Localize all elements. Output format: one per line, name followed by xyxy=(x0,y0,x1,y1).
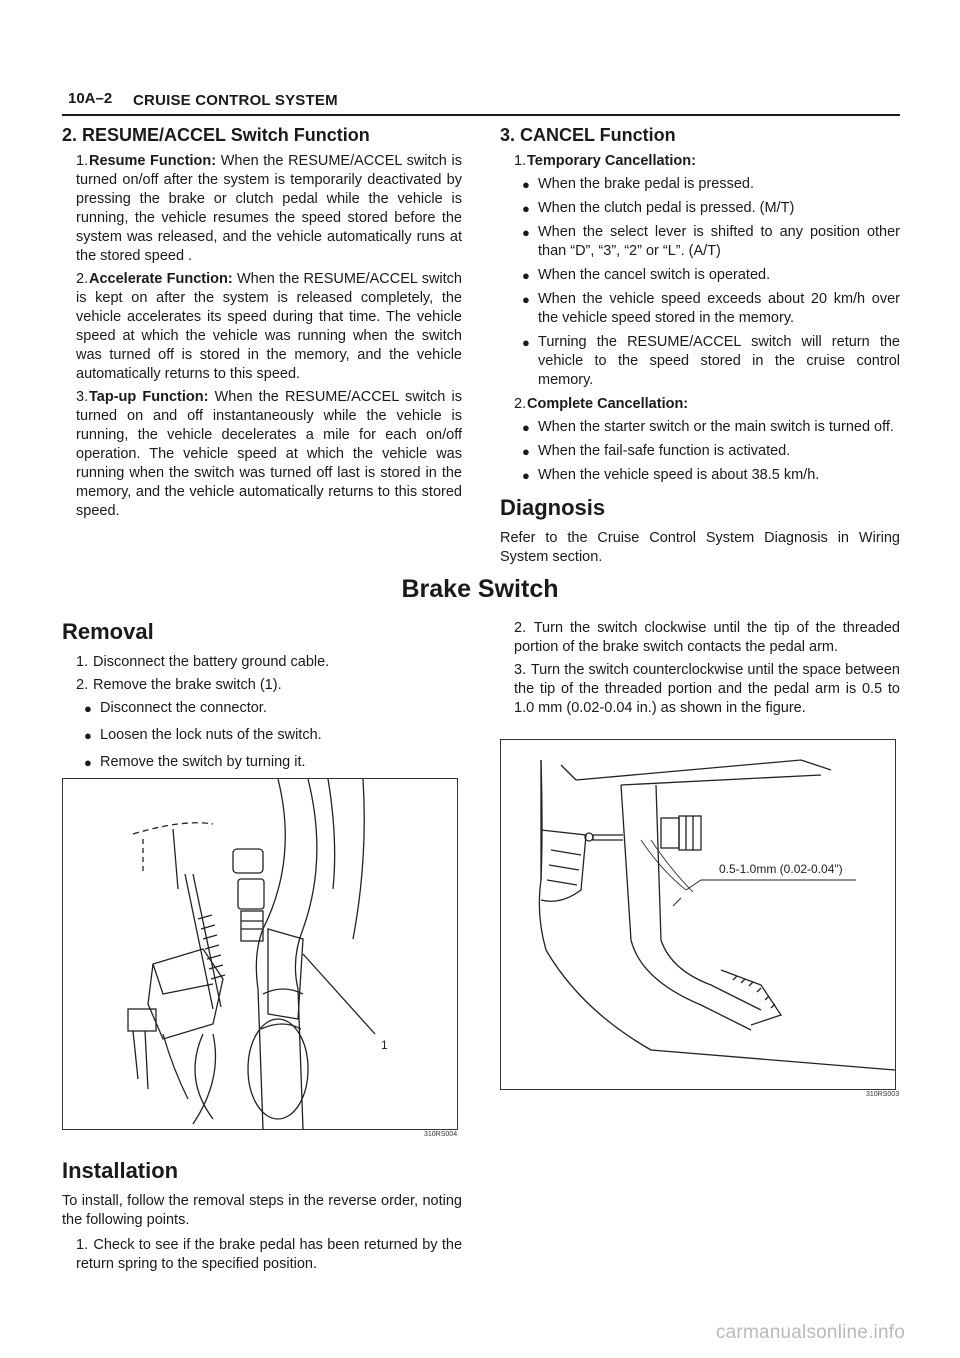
list-item xyxy=(62,1236,462,1274)
bullet-text: When the brake pedal is pressed. xyxy=(538,176,755,192)
list-item xyxy=(62,676,462,695)
item-number: 2. xyxy=(76,677,89,693)
brake-switch-heading: Brake Switch xyxy=(401,575,559,603)
bullet-icon: ● xyxy=(522,444,530,459)
item-text: When the RESUME/ACCEL switch is turned on/off after the system is temporarily deactivated by pressing the brake or clutch pedal while the vehicle is running, the vehicle resumes the speed stored before the system was released, and the vehicle automatically runs at the stored speed . xyxy=(76,153,462,264)
bullet-icon: ● xyxy=(522,225,530,240)
list-item xyxy=(500,395,900,414)
list-item xyxy=(62,270,462,384)
brake-switch-illustration xyxy=(63,779,457,1129)
pedal-clearance-illustration xyxy=(501,740,895,1089)
item-label: Temporary Cancellation: xyxy=(527,153,696,169)
running-title: CRUISE CONTROL SYSTEM xyxy=(133,92,338,109)
dimension-label: 0.5-1.0mm (0.02-0.04") xyxy=(719,862,843,876)
item-number: 1. xyxy=(76,1237,89,1253)
installation-heading: Installation xyxy=(62,1158,179,1183)
section-title: 3. CANCEL Function xyxy=(500,125,676,145)
bullet-text: Disconnect the connector. xyxy=(100,700,267,716)
list-item xyxy=(500,223,900,261)
item-text: Check to see if the brake pedal has been returned by the return spring to the specified position. xyxy=(76,1237,463,1272)
watermark: carmanualsonline.info xyxy=(715,1322,905,1343)
item-text: When the RESUME/ACCEL switch is turned on and off instantaneously while the vehicle is running, the vehicle decelerates a mile for each on/off operation. The vehicle speed at which the vehicle was running when the switch was turned off last is stored in the memory, and the vehicle automatically returns to this stored speed. xyxy=(76,389,462,519)
list-item xyxy=(500,199,900,218)
bullet-icon: ● xyxy=(84,755,92,770)
list-item xyxy=(500,152,900,171)
bullet-text: When the clutch pedal is pressed. (M/T) xyxy=(538,200,795,216)
item-number: 2. xyxy=(76,271,89,287)
list-item xyxy=(62,726,462,745)
bullet-text: When the fail-safe function is activated. xyxy=(538,443,791,459)
installation-section xyxy=(62,1158,462,1278)
bullet-text: When the select lever is shifted to any position other than “D”, “3”, “2” or “L”. (A/T) xyxy=(538,224,900,259)
item-label: Tap-up Function: xyxy=(89,389,209,405)
item-text: Turn the switch clockwise until the tip of the threaded portion of the brake switch contacts the pedal arm. xyxy=(514,620,900,655)
bullet-icon: ● xyxy=(522,468,530,483)
item-number: 2. xyxy=(514,396,527,412)
installation-intro: To install, follow the removal steps in the reverse order, noting the following points. xyxy=(62,1193,462,1228)
item-label: Complete Cancellation: xyxy=(527,396,689,412)
list-item xyxy=(62,753,462,772)
list-item xyxy=(500,661,900,718)
bullet-icon: ● xyxy=(522,292,530,307)
item-text: Turn the switch counterclockwise until the space between the tip of the threaded portion and the pedal arm is 0.5 to 1.0 mm (0.02-0.04 in.) as shown in the figure. xyxy=(514,662,900,716)
list-item xyxy=(62,388,462,521)
page-number: 10A–2 xyxy=(68,90,113,107)
bullet-icon: ● xyxy=(522,335,530,350)
item-label: Accelerate Function: xyxy=(89,271,233,287)
brake-switch-location-figure xyxy=(62,778,458,1130)
section-cancel xyxy=(500,124,900,573)
bullet-text: When the starter switch or the main switch is turned off. xyxy=(538,419,894,435)
item-text: When the RESUME/ACCEL switch is kept on after the system is released completely, the vehicle accelerates its speed during that time. The vehicle speed at which the vehicle was running when the switch was turned off is stored in the memory, and the vehicle automatically returns to this speed. xyxy=(76,271,462,382)
item-number: 2. xyxy=(514,620,527,636)
diagnosis-heading: Diagnosis xyxy=(500,495,606,520)
list-item xyxy=(62,699,462,718)
installation-continued xyxy=(500,619,900,722)
item-number: 1. xyxy=(514,153,527,169)
bullet-icon: ● xyxy=(522,420,530,435)
removal-section xyxy=(62,619,462,777)
bullet-icon: ● xyxy=(84,701,92,716)
bullet-icon: ● xyxy=(522,177,530,192)
list-item xyxy=(500,619,900,657)
item-number: 3. xyxy=(76,389,89,405)
callout-label: 1 xyxy=(381,1038,388,1052)
diagnosis-text: Refer to the Cruise Control System Diagnosis in Wiring System section. xyxy=(500,530,900,565)
list-item xyxy=(500,333,900,390)
bullet-text: Loosen the lock nuts of the switch. xyxy=(100,727,322,743)
item-number: 1. xyxy=(76,153,89,169)
list-item xyxy=(62,653,462,672)
bullet-icon: ● xyxy=(84,728,92,743)
bullet-text: When the cancel switch is operated. xyxy=(538,267,771,283)
bullet-text: When the vehicle speed is about 38.5 km/h. xyxy=(538,467,820,483)
figure-code: 310RS003 xyxy=(866,1091,900,1098)
list-item xyxy=(500,290,900,328)
list-item xyxy=(500,442,900,461)
bullet-text: Remove the switch by turning it. xyxy=(100,754,306,770)
section-title: 2. RESUME/ACCEL Switch Function xyxy=(62,125,370,145)
list-item xyxy=(500,466,900,485)
bullet-text: Turning the RESUME/ACCEL switch will return the vehicle to the speed stored in the cruise control memory. xyxy=(538,334,900,388)
bullet-text: When the vehicle speed exceeds about 20 km/h over the vehicle speed stored in the memory. xyxy=(538,291,900,326)
item-label: Resume Function: xyxy=(89,153,217,169)
removal-heading: Removal xyxy=(62,619,154,644)
pedal-clearance-figure xyxy=(500,739,896,1090)
item-text: Remove the brake switch (1). xyxy=(93,677,282,693)
list-item xyxy=(62,152,462,266)
figure-code: 310RS004 xyxy=(424,1131,458,1138)
item-text: Disconnect the battery ground cable. xyxy=(93,654,330,670)
list-item xyxy=(500,175,900,194)
item-number: 3. xyxy=(514,662,527,678)
item-number: 1. xyxy=(76,654,89,670)
bullet-icon: ● xyxy=(522,268,530,283)
bullet-icon: ● xyxy=(522,201,530,216)
section-resume-accel xyxy=(62,124,462,525)
header-rule xyxy=(62,114,900,116)
list-item xyxy=(500,266,900,285)
list-item xyxy=(500,418,900,437)
